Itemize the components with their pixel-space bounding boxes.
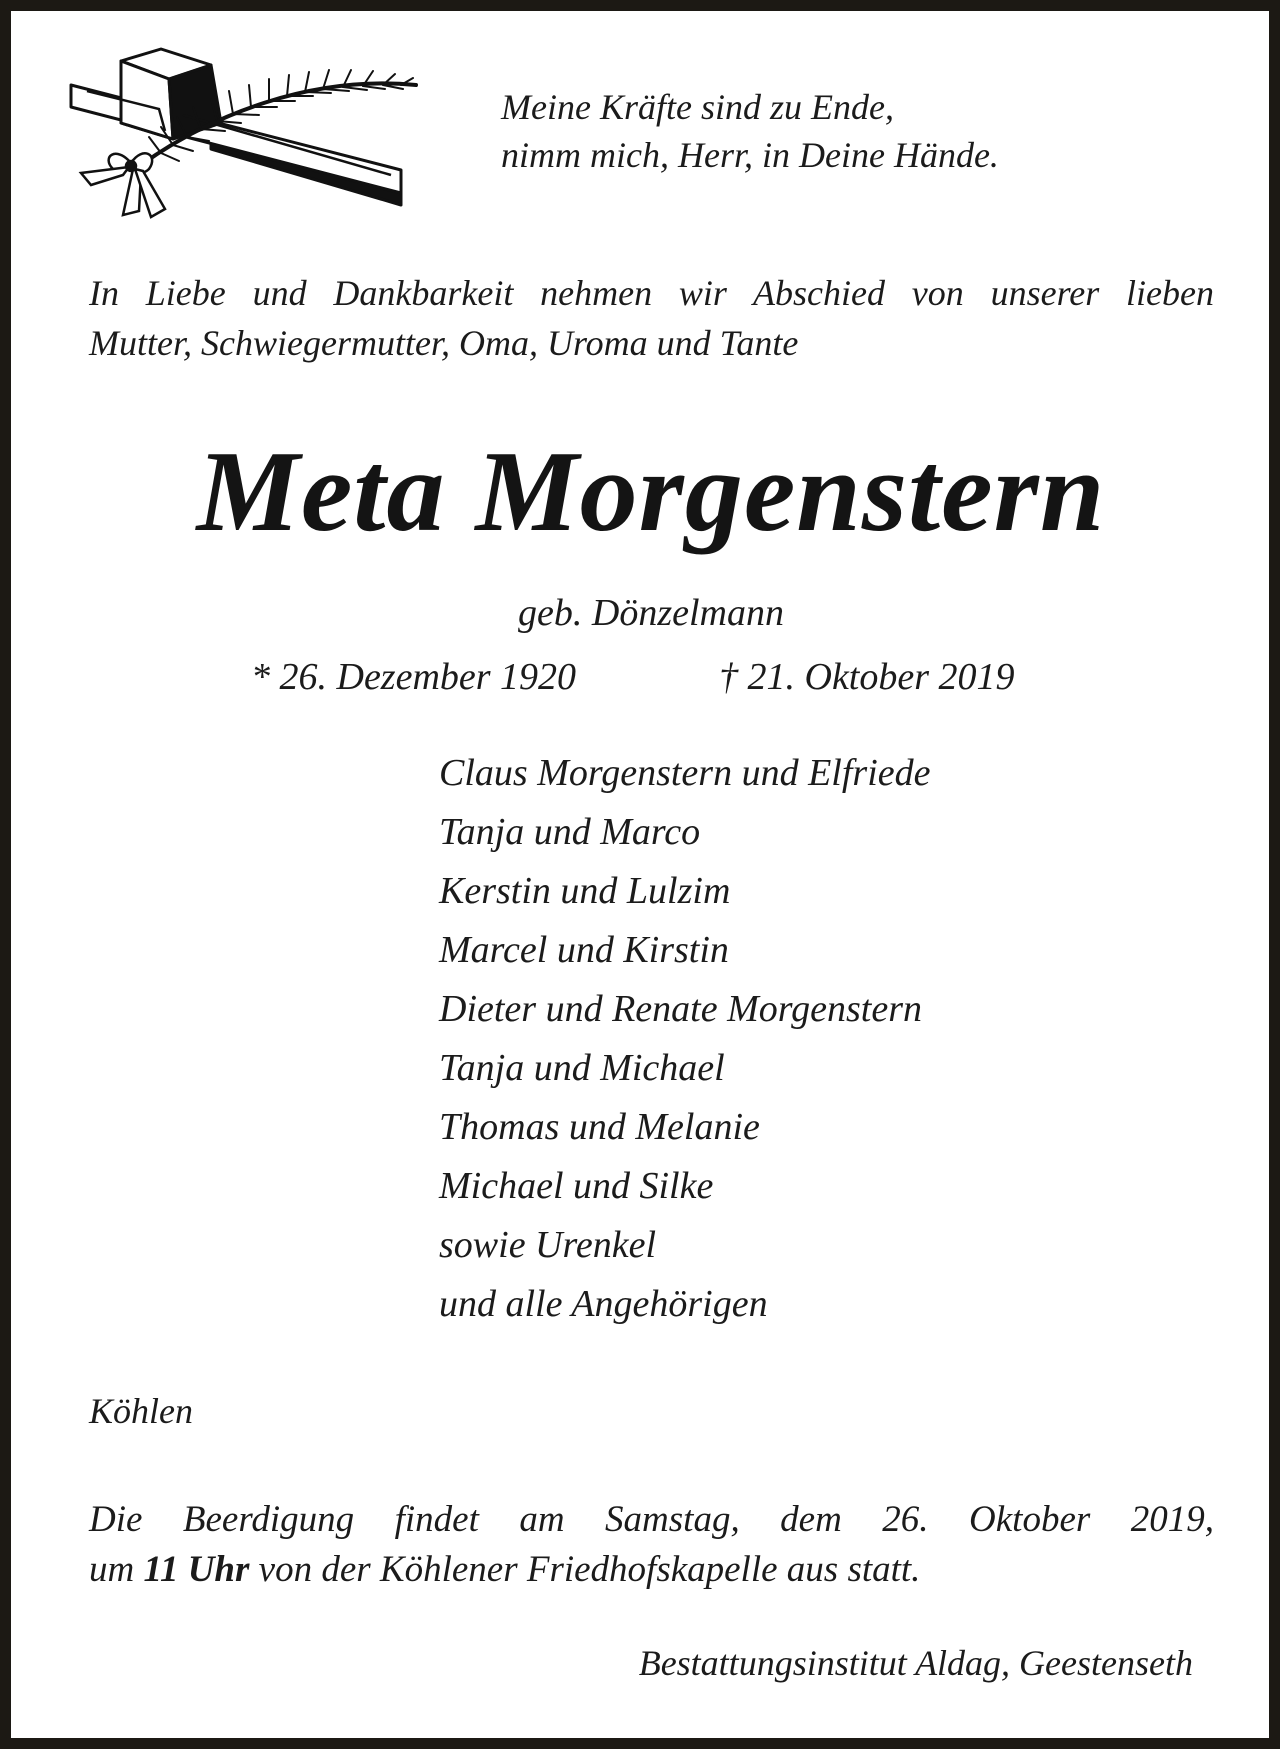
- funeral-prefix: um: [89, 1549, 135, 1590]
- intro-line: In Liebe und Dankbarkeit nehmen wir Abschied von unserer lieben: [89, 273, 1214, 313]
- mourner-entry: Tanja und Michael: [439, 1047, 725, 1089]
- mourner-entry: Thomas und Melanie: [439, 1106, 760, 1148]
- mourner-entry: Dieter und Renate Morgenstern: [439, 988, 922, 1030]
- birth-date: * 26. Dezember 1920: [251, 656, 577, 698]
- mourner-entry: Claus Morgenstern und Elfriede: [439, 752, 931, 794]
- maiden-name: geb. Dönzelmann: [518, 592, 784, 634]
- funeral-time: 11 Uhr: [143, 1549, 250, 1590]
- funeral-suffix: von der Köhlener Friedhofskapelle aus statt.: [258, 1549, 921, 1590]
- motto-line: Meine Kräfte sind zu Ende,: [501, 87, 894, 127]
- intro-line: Mutter, Schwiegermutter, Oma, Uroma und Tante: [89, 323, 799, 363]
- mourner-entry: und alle Angehörigen: [439, 1283, 768, 1325]
- intro-text: [89, 268, 1214, 368]
- undertaker-name: Bestattungsinstitut Aldag, Geestenseth: [638, 1643, 1193, 1683]
- mourner-entry: Michael und Silke: [439, 1165, 714, 1207]
- place-name: Köhlen: [89, 1391, 193, 1431]
- motto-verse: [501, 83, 999, 179]
- funeral-line: [89, 1545, 1214, 1595]
- funeral-details: [89, 1495, 1214, 1595]
- mourner-entry: sowie Urenkel: [439, 1224, 657, 1266]
- funeral-line: Die Beerdigung findet am Samstag, dem 26. Oktober 2019,: [89, 1499, 1214, 1540]
- death-date: † 21. Oktober 2019: [719, 656, 1015, 698]
- mourner-entry: Marcel und Kirstin: [439, 929, 729, 971]
- motto-line: nimm mich, Herr, in Deine Hände.: [501, 135, 999, 175]
- mourner-entry: Kerstin und Lulzim: [439, 870, 731, 912]
- mourner-entry: Tanja und Marco: [439, 811, 701, 853]
- cross-with-palm-frond-icon: [61, 45, 471, 235]
- mourners-list: [439, 744, 931, 1334]
- deceased-name: Meta Morgenstern: [196, 428, 1106, 556]
